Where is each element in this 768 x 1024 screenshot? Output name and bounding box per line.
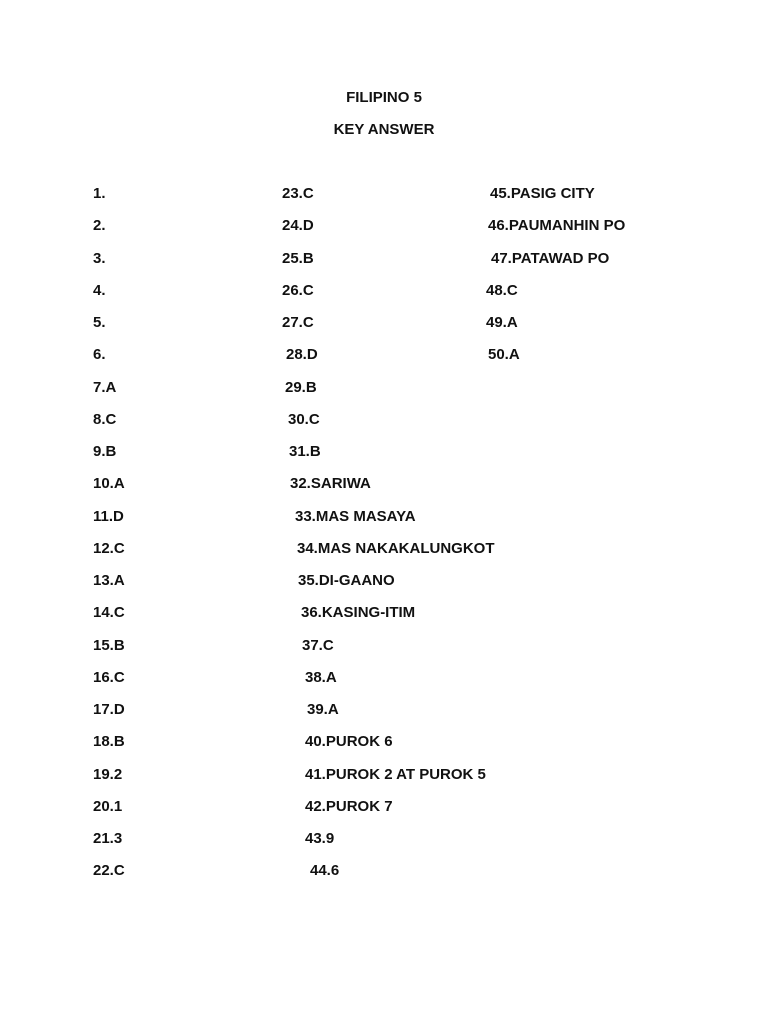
answer-item: 15.B — [93, 637, 125, 654]
answer-item: 30.C — [288, 411, 320, 428]
answer-item: 41.PUROK 2 AT PUROK 5 — [305, 766, 486, 783]
answer-item: 36.KASING-ITIM — [301, 604, 416, 621]
document-subtitle: KEY ANSWER — [333, 121, 435, 138]
document-title: FILIPINO 5 — [346, 89, 422, 106]
answer-item: 1. — [93, 185, 106, 202]
answer-item: 37.C — [302, 637, 334, 654]
answer-item: 11.D — [93, 508, 124, 525]
answer-item: 32.SARIWA — [290, 475, 371, 492]
answer-item: 45.PASIG CITY — [490, 185, 595, 202]
answer-item: 46.PAUMANHIN PO — [488, 217, 626, 234]
answer-item: 34.MAS NAKAKALUNGKOT — [297, 540, 495, 557]
answer-item: 44.6 — [310, 862, 340, 879]
answer-item: 42.PUROK 7 — [305, 798, 393, 815]
answer-item: 5. — [93, 314, 106, 331]
answer-item: 35.DI-GAANO — [298, 572, 395, 589]
answer-item: 10.A — [93, 475, 125, 492]
answer-item: 28.D — [286, 346, 318, 363]
answer-item: 47.PATAWAD PO — [491, 250, 610, 267]
answer-item: 8.C — [93, 411, 117, 428]
answer-item: 27.C — [282, 314, 314, 331]
answer-item: 48.C — [486, 282, 518, 299]
answer-item: 20.1 — [93, 798, 123, 815]
answer-item: 22.C — [93, 862, 125, 879]
answer-item: 39.A — [307, 701, 339, 718]
answer-item: 29.B — [285, 379, 317, 396]
answer-item: 6. — [93, 346, 106, 363]
answer-item: 43.9 — [305, 830, 335, 847]
answer-item: 14.C — [93, 604, 125, 621]
answer-item: 19.2 — [93, 766, 123, 783]
answer-item: 16.C — [93, 669, 125, 686]
answer-item: 25.B — [282, 250, 314, 267]
answer-item: 3. — [93, 250, 106, 267]
answer-item: 9.B — [93, 443, 117, 460]
answer-item: 13.A — [93, 572, 125, 589]
answer-item: 23.C — [282, 185, 314, 202]
answer-item: 24.D — [282, 217, 314, 234]
answer-item: 40.PUROK 6 — [305, 733, 393, 750]
answer-item: 33.MAS MASAYA — [295, 508, 416, 525]
answer-item: 26.C — [282, 282, 314, 299]
answer-item: 18.B — [93, 733, 125, 750]
answer-item: 21.3 — [93, 830, 123, 847]
answer-item: 2. — [93, 217, 106, 234]
answer-item: 12.C — [93, 540, 125, 557]
answer-item: 50.A — [488, 346, 520, 363]
answer-item: 7.A — [93, 379, 117, 396]
answer-item: 49.A — [486, 314, 518, 331]
answer-item: 31.B — [289, 443, 321, 460]
answer-item: 4. — [93, 282, 106, 299]
answer-item: 17.D — [93, 701, 125, 718]
answer-item: 38.A — [305, 669, 337, 686]
